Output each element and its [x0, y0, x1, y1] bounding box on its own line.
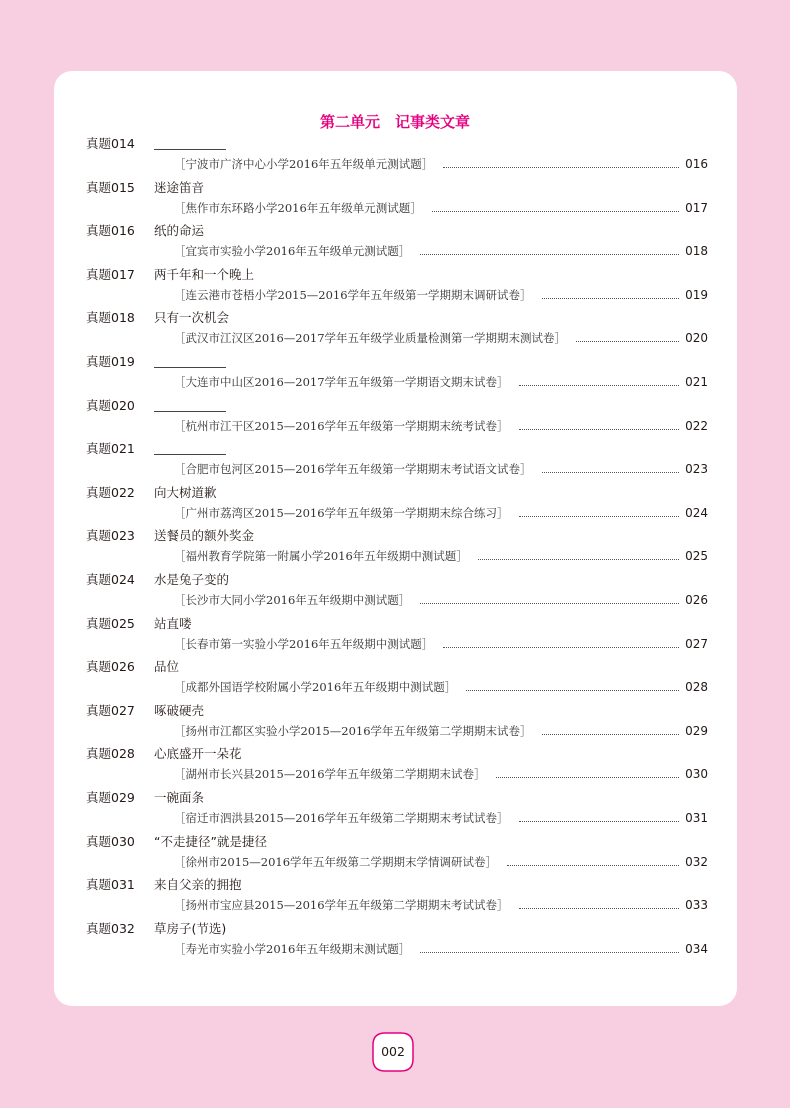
title-blank-line — [154, 454, 226, 455]
entry-page: 025 — [685, 549, 708, 564]
entry-source-line — [174, 897, 708, 913]
title-blank-line — [154, 411, 226, 412]
entry-number: 真题028 — [86, 746, 135, 762]
entry-source: ［湖州市长兴县2015—2016学年五年级第二学期期末试卷］ — [174, 767, 486, 782]
entry-number: 真题015 — [86, 179, 135, 195]
entry-number: 真题026 — [86, 659, 135, 675]
entry-title: 啄破硬壳 — [154, 702, 205, 718]
toc-entry[interactable] — [0, 132, 790, 176]
entry-source-line — [174, 723, 708, 739]
toc-entry[interactable] — [0, 524, 790, 568]
toc-entry[interactable] — [0, 699, 790, 743]
title-blank-line — [154, 149, 226, 150]
toc-entry[interactable] — [0, 394, 790, 438]
toc-entry[interactable] — [0, 742, 790, 786]
entry-source-line — [174, 374, 708, 390]
toc-entry[interactable] — [0, 176, 790, 220]
entry-source: ［福州教育学院第一附属小学2016年五年级期中测试题］ — [174, 549, 468, 564]
entry-source: ［长春市第一实验小学2016年五年级期中测试题］ — [174, 636, 434, 651]
entry-number: 真题023 — [86, 528, 135, 544]
entry-source: ［扬州市江都区实验小学2015—2016学年五年级第二学期期末试卷］ — [174, 723, 532, 738]
dot-leader — [466, 682, 679, 691]
entry-source: ［杭州市江干区2015—2016学年五年级第一学期期末统考试卷］ — [174, 418, 509, 433]
dot-leader — [420, 595, 679, 604]
entry-source-line — [174, 243, 708, 259]
entry-title: 品位 — [154, 659, 180, 675]
table-of-contents — [0, 132, 790, 960]
entry-page: 016 — [685, 157, 708, 171]
entry-page: 032 — [685, 854, 708, 869]
entry-title: 纸的命运 — [154, 223, 205, 239]
dot-leader — [576, 333, 679, 342]
toc-entry[interactable] — [0, 350, 790, 394]
toc-entry[interactable] — [0, 917, 790, 961]
entry-page: 018 — [685, 244, 708, 259]
dot-leader — [443, 639, 679, 648]
entry-number: 真题027 — [86, 702, 135, 718]
entry-number: 真题031 — [86, 877, 135, 893]
entry-number: 真题016 — [86, 223, 135, 239]
entry-page: 030 — [685, 767, 708, 782]
toc-entry[interactable] — [0, 655, 790, 699]
entry-source-line — [174, 156, 708, 172]
entry-page: 021 — [685, 374, 708, 389]
dot-leader — [519, 421, 680, 430]
dot-leader — [420, 246, 679, 255]
dot-leader — [519, 508, 680, 517]
page-number: 002 — [381, 1044, 405, 1059]
dot-leader — [542, 290, 680, 299]
dot-leader — [496, 769, 680, 778]
entry-page: 026 — [685, 592, 708, 607]
entry-source: ［成都外国语学校附属小学2016年五年级期中测试题］ — [174, 680, 457, 695]
toc-entry[interactable] — [0, 612, 790, 656]
dot-leader — [443, 159, 679, 168]
entry-page: 019 — [685, 287, 708, 302]
entry-number: 真题030 — [86, 833, 135, 849]
entry-source: ［宿迁市泗洪县2015—2016学年五年级第二学期期末考试试卷］ — [174, 810, 509, 825]
entry-source: ［大连市中山区2016—2017学年五年级第一学期语文期末试卷］ — [174, 374, 509, 389]
entry-number: 真题018 — [86, 310, 135, 326]
entry-source-line — [174, 330, 708, 346]
title-blank-line — [154, 367, 226, 368]
entry-source: ［合肥市包河区2015—2016学年五年级第一学期期末考试语文试卷］ — [174, 462, 532, 477]
toc-entry[interactable] — [0, 263, 790, 307]
entry-source-line — [174, 941, 708, 957]
entry-number: 真题032 — [86, 920, 135, 936]
toc-entry[interactable] — [0, 873, 790, 917]
dot-leader — [420, 944, 679, 953]
dot-leader — [432, 203, 679, 212]
dot-leader — [542, 726, 680, 735]
entry-source-line — [174, 636, 708, 652]
entry-page: 022 — [685, 418, 708, 433]
entry-source-line — [174, 854, 708, 870]
entry-number: 真题020 — [86, 397, 135, 413]
entry-title: “不走捷径”就是捷径 — [154, 833, 267, 849]
entry-number: 真题017 — [86, 266, 135, 282]
entry-source-line — [174, 592, 708, 608]
entry-number: 真题021 — [86, 441, 135, 457]
entry-page: 027 — [685, 636, 708, 651]
toc-entry[interactable] — [0, 481, 790, 525]
dot-leader — [542, 464, 680, 473]
dot-leader — [519, 900, 680, 909]
entry-source-line — [174, 200, 708, 216]
entry-source-line — [174, 505, 708, 521]
entry-source: ［徐州市2015—2016学年五年级第二学期期末学情调研试卷］ — [174, 854, 498, 869]
entry-page: 017 — [685, 200, 708, 215]
entry-source: ［广州市荔湾区2015—2016学年五年级第一学期期末综合练习］ — [174, 505, 509, 520]
entry-source: ［连云港市苍梧小学2015—2016学年五年级第一学期期末调研试卷］ — [174, 287, 532, 302]
entry-source-line — [174, 679, 708, 695]
entry-number: 真题025 — [86, 615, 135, 631]
entry-source-line — [174, 418, 708, 434]
entry-source-line — [174, 461, 708, 477]
dot-leader — [519, 377, 680, 386]
entry-title: 向大树道歉 — [154, 484, 217, 500]
entry-source-line — [174, 766, 708, 782]
entry-page: 031 — [685, 810, 708, 825]
entry-source: ［寿光市实验小学2016年五年级期末测试题］ — [174, 941, 411, 956]
toc-entry[interactable] — [0, 306, 790, 350]
entry-number: 真题019 — [86, 353, 135, 369]
entry-number: 真题029 — [86, 789, 135, 805]
entry-source: ［宁波市广济中心小学2016年五年级单元测试题］ — [174, 157, 434, 171]
entry-number: 真题014 — [86, 136, 135, 151]
entry-page: 034 — [685, 941, 708, 956]
entry-number: 真题022 — [86, 484, 135, 500]
entry-source-line — [174, 810, 708, 826]
section-title: 第二单元 记事类文章 — [319, 113, 470, 131]
toc-entry[interactable] — [0, 786, 790, 830]
entry-page: 024 — [685, 505, 708, 520]
entry-page: 033 — [685, 898, 708, 913]
entry-source: ［宜宾市实验小学2016年五年级单元测试题］ — [174, 244, 411, 259]
entry-title: 迷途笛音 — [154, 179, 205, 195]
entry-page: 028 — [685, 680, 708, 695]
entry-source: ［长沙市大同小学2016年五年级期中测试题］ — [174, 592, 411, 607]
entry-source: ［焦作市东环路小学2016年五年级单元测试题］ — [174, 200, 422, 215]
entry-title: 只有一次机会 — [154, 310, 230, 326]
toc-entry[interactable] — [0, 219, 790, 263]
entry-title: 送餐员的额外奖金 — [154, 528, 255, 544]
dot-leader — [519, 813, 680, 822]
entry-source-line — [174, 287, 708, 303]
entry-number: 真题024 — [86, 571, 135, 587]
entry-title: 心底盛开一朵花 — [154, 746, 242, 762]
dot-leader — [478, 551, 679, 560]
entry-source-line — [174, 548, 708, 564]
entry-title: 草房子(节选) — [154, 920, 227, 936]
entry-page: 029 — [685, 723, 708, 738]
entry-title: 一碗面条 — [154, 789, 205, 805]
dot-leader — [507, 857, 679, 866]
entry-source: ［武汉市江汉区2016—2017学年五年级学业质量检测第一学期期末测试卷］ — [174, 331, 567, 346]
toc-entry[interactable] — [0, 437, 790, 481]
entry-title: 来自父亲的拥抱 — [154, 877, 242, 893]
entry-title: 站直喽 — [154, 615, 192, 631]
entry-page: 023 — [685, 462, 708, 477]
entry-source: ［扬州市宝应县2015—2016学年五年级第二学期期末考试试卷］ — [174, 898, 509, 913]
toc-entry[interactable] — [0, 568, 790, 612]
entry-title: 两千年和一个晚上 — [154, 266, 255, 282]
page-number-badge — [371, 1031, 415, 1073]
entry-title: 水是兔子变的 — [154, 571, 230, 587]
entry-page: 020 — [685, 331, 708, 346]
toc-entry[interactable] — [0, 830, 790, 874]
